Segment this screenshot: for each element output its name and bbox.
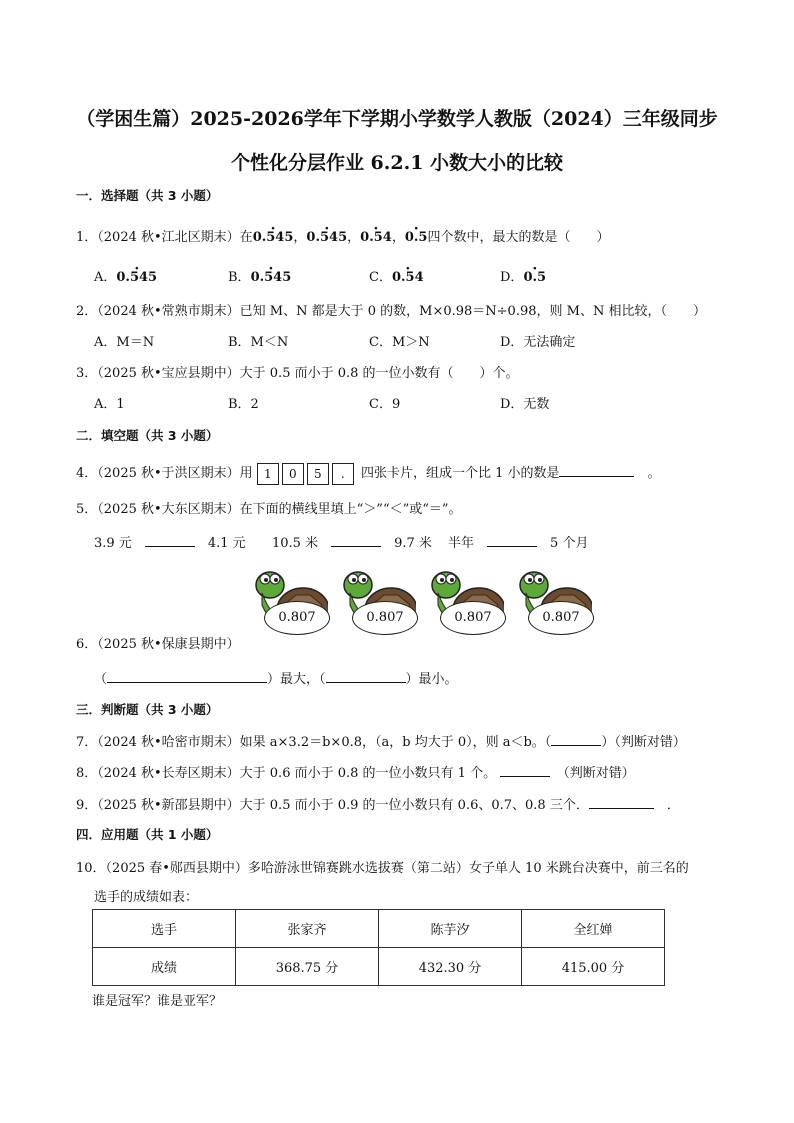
q8-blank[interactable] [500,762,550,777]
q1-num4: · 0.5 [405,230,428,245]
question-10-prompt: 谁是冠军？谁是亚军？ [92,994,223,1009]
q1-option-d[interactable]: D．· 0.5 [500,266,546,285]
section-judge: 三．判断题（共 3 小题） [76,702,219,717]
turtle-card-4 [512,565,592,645]
q5-blank-1[interactable] [145,532,195,547]
q1-option-c[interactable]: C．· 0.54 [369,266,424,285]
question-5: 5．（2025 秋•大东区期末）在下面的横线里填上“＞”“＜”或“＝”。 [76,502,462,517]
table-cell: 415.00 分 [522,948,665,986]
q9-blank[interactable] [589,794,654,809]
turtle-card-3 [424,565,504,645]
table-cell: 368.75 分 [236,948,379,986]
turtle-card-1 [248,565,328,645]
question-7: 7．（2024 秋•哈密市期末）如果 a×3.2＝b×0.8，（a，b 均大于 0），则 a＜b。（ ）（判断对错） [76,731,686,750]
question-6: 6．（2025 秋•保康县期中） [76,637,240,652]
card-1: 1 [257,463,279,485]
q3-option-b[interactable]: B．2 [228,397,259,412]
question-4: 4．（2025 秋•于洪区期末）用 1 0 5 . 四张卡片，组成一个比 1 小的数是 。 [76,462,661,485]
doc-title-line2: 个性化分层作业 6.2.1 小数大小的比较 [230,152,564,174]
turtle-number-1: · 0.807 [264,601,330,635]
q5-blank-3[interactable] [487,532,537,547]
q1-option-a[interactable]: A．· 0.545 [94,266,157,285]
q5-item-2: 10.5 米 9.7 米 [272,532,432,551]
section-application: 四．应用题（共 1 小题） [76,827,219,842]
table-row [93,948,665,986]
q5-blank-2[interactable] [331,532,381,547]
question-2: 2．（2024 秋•常熟市期末）已知 M、N 都是大于 0 的数，M×0.98＝N÷0.98，则 M、N 相比较，（ ） [76,304,706,319]
q5-item-3: 半年 5 个月 [448,532,588,551]
turtle-card-2 [336,565,416,645]
q2-option-c[interactable]: C．M＞N [369,335,430,350]
q7-blank[interactable] [551,731,601,746]
q1-num1: · 0.545 [253,230,294,245]
turtle-number-4: · 0.807 [528,601,594,635]
question-8: 8．（2024 秋•长寿区期末）大于 0.6 而小于 0.8 的一位小数只有 1 个。 （判断对错） [76,762,635,781]
question-9: 9．（2025 秋•新邵县期中）大于 0.5 而小于 0.9 的一位小数只有 0.6、0.7、0.8 三个． ． [76,794,680,813]
score-table [92,909,665,986]
q4-answer-blank[interactable] [559,462,634,477]
question-1: 1．（2024 秋•江北区期末）在· 0.545，· 0.545，· 0.54，· 0.5四个数中，最大的数是（ ） [76,226,609,245]
turtle-number-2: · 0.807 [352,601,418,635]
table-header-row [93,910,665,948]
q6-answer-line: （ ）最大，（ ）最小。 [94,668,458,687]
table-cell: 张家齐 [236,910,379,948]
q3-option-d[interactable]: D．无数 [500,397,550,412]
card-0: 0 [282,463,304,485]
q1-option-b[interactable]: B．· 0.545 [228,266,291,285]
doc-title-line1: （学困生篇）2025-2026学年下学期小学数学人教版（2024）三年级同步 [76,108,718,130]
q1-num2: · 0.545 [306,230,347,245]
card-5: 5 [307,463,329,485]
q2-option-d[interactable]: D．无法确定 [500,335,576,350]
q2-option-a[interactable]: A．M＝N [94,335,155,350]
table-cell: 陈芋汐 [379,910,522,948]
card-dot: . [332,463,354,485]
table-cell: 全红婵 [522,910,665,948]
section-choice: 一．选择题（共 3 小题） [76,188,219,203]
table-cell: 成绩 [93,948,236,986]
q3-option-c[interactable]: C．9 [369,397,401,412]
q1-num3: · 0.54 [360,230,392,245]
section-fill: 二．填空题（共 3 小题） [76,428,219,443]
q6-blank-min[interactable] [326,668,406,683]
question-3: 3．（2025 秋•宝应县期中）大于 0.5 而小于 0.8 的一位小数有（ ）个。 [76,366,519,381]
table-cell: 选手 [93,910,236,948]
turtle-number-3: · 0.807 [440,601,506,635]
q6-blank-max[interactable] [107,668,267,683]
q3-option-a[interactable]: A．1 [94,397,125,412]
table-cell: 432.30 分 [379,948,522,986]
q5-item-1: 3.9 元 4.1 元 [94,532,246,551]
q2-option-b[interactable]: B．M＜N [228,335,289,350]
question-10-line1: 10．（2025 春•郧西县期中）多哈游泳世锦赛跳水选拔赛（第二站）女子单人 10 米跳台决赛中，前三名的 [76,861,689,876]
question-10-line2: 选手的成绩如表： [94,890,199,905]
